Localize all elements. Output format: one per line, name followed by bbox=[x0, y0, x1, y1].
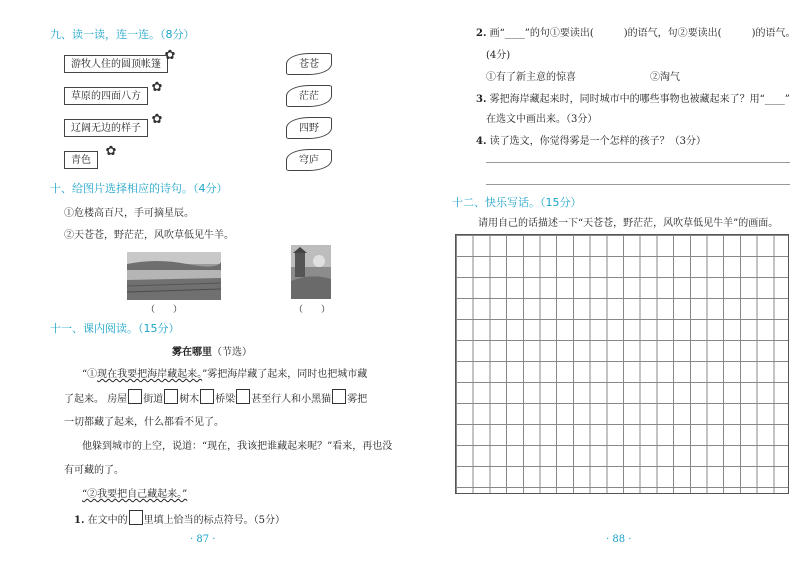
paragraph-1-line-2: 了起来。 房屋 街道 树木 桥梁 甚至行人和小黑猫 雾把 bbox=[64, 389, 367, 405]
question-2-line-1: 2. 画“____”的句①要读出( )的语气，句②要读出( )的语气。 bbox=[476, 28, 796, 39]
question-2-line-2: (4分) bbox=[486, 50, 511, 61]
question-4: 4. 读了选文，你觉得雾是一个怎样的孩子？（3分） bbox=[476, 136, 707, 147]
section-11-title: 十一、课内阅读。（15分） bbox=[50, 322, 180, 335]
paragraph-2-line-1: 他躲到城市的上空，说道：“现在，我该把谁藏起来呢？”看来，再也没 bbox=[82, 441, 393, 452]
writing-grid[interactable] bbox=[455, 234, 789, 494]
punct-box[interactable] bbox=[128, 389, 142, 404]
option-2: ②淘气 bbox=[650, 72, 680, 83]
phrase-box-4: 青色 bbox=[64, 151, 98, 169]
phrase-box-3: 辽阔无边的样子 bbox=[64, 119, 148, 137]
paragraph-3: “②我要把自己藏起来。” bbox=[82, 489, 188, 500]
word-leaf-2: 茫茫 bbox=[286, 85, 332, 107]
answer-paren-1: （ ） bbox=[146, 305, 183, 315]
section-12-title: 十二、快乐写话。（15分） bbox=[452, 196, 582, 209]
question-3-line-2: 在选文中画出来。（3分） bbox=[486, 114, 598, 125]
article-title: 雾在哪里（节选） bbox=[172, 347, 252, 358]
answer-line-2[interactable] bbox=[486, 184, 790, 185]
punct-box[interactable] bbox=[200, 389, 214, 404]
punct-box[interactable] bbox=[164, 389, 178, 404]
paragraph-1-line-3: 一切都藏了起来，什么都看不见了。 bbox=[64, 417, 224, 428]
answer-line-1[interactable] bbox=[486, 162, 790, 163]
section-10-title: 十、给图片选择相应的诗句。（4分） bbox=[50, 182, 228, 195]
poem-line-2: ②天苍苍，野茫茫，风吹草低见牛羊。 bbox=[64, 230, 234, 241]
word-leaf-3: 四野 bbox=[286, 117, 332, 139]
section-9-title: 九、读一读，连一连。（8分） bbox=[50, 28, 195, 41]
flower-icon: ✿ bbox=[105, 144, 117, 159]
flower-icon: ✿ bbox=[151, 80, 163, 95]
paragraph-1-line-1: “①现在我要把海岸藏起来。”雾把海岸藏了起来，同时也把城市藏 bbox=[82, 369, 368, 380]
paragraph-2-line-2: 有可藏的了。 bbox=[64, 465, 124, 476]
phrase-box-1: 游牧人住的圆顶帐篷 bbox=[64, 55, 168, 73]
word-leaf-4: 穹庐 bbox=[286, 149, 332, 171]
poem-line-1: ①危楼高百尺，手可摘星辰。 bbox=[64, 208, 194, 219]
page-number-right: · 88 · bbox=[606, 534, 632, 545]
punct-box-sample bbox=[129, 510, 143, 525]
option-1: ①有了新主意的惊喜 bbox=[486, 72, 576, 83]
punct-box[interactable] bbox=[332, 389, 346, 404]
tower-photo bbox=[291, 245, 331, 299]
flower-icon: ✿ bbox=[164, 48, 176, 63]
writing-prompt: 请用自己的话描述一下“天苍苍，野茫茫，风吹草低见牛羊”的画面。 bbox=[478, 218, 779, 229]
punct-box[interactable] bbox=[236, 389, 250, 404]
page-number-left: · 87 · bbox=[190, 534, 216, 545]
question-1: 1. 在文中的 里填上恰当的标点符号。（5分） bbox=[74, 510, 285, 526]
question-3-line-1: 3. 雾把海岸藏起来时，同时城市中的哪些事物也被藏起来了？用“____” bbox=[476, 94, 790, 105]
flower-icon: ✿ bbox=[151, 112, 163, 127]
word-leaf-1: 苍苍 bbox=[286, 53, 332, 75]
phrase-box-2: 草原的四面八方 bbox=[64, 87, 148, 105]
grassland-photo bbox=[127, 252, 221, 300]
answer-paren-2: （ ） bbox=[294, 305, 331, 315]
